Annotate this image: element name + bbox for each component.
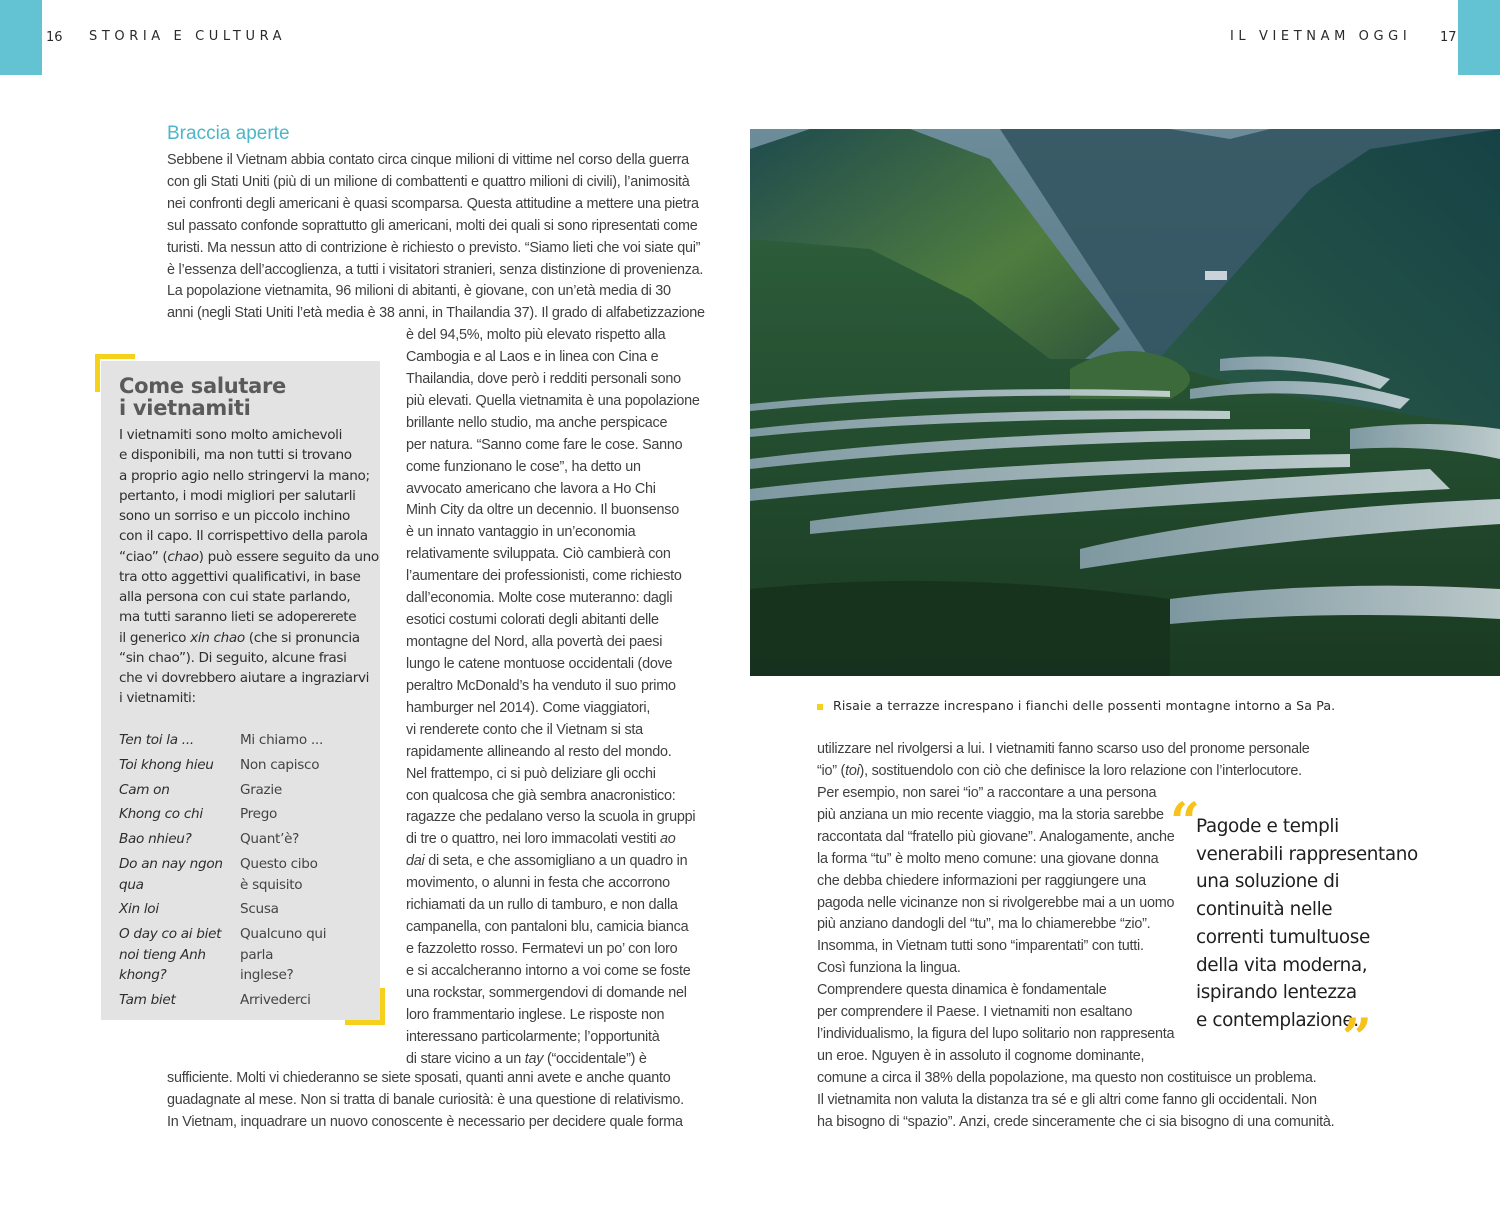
paragraph-line: comune a circa il 38% della popolazione, ma questo non costituisce un problema. [817,1070,1317,1086]
paragraph-line: lungo le catene montuose occidentali (dove [406,655,673,672]
paragraph-line: per comprendere il Paese. I vietnamiti non esaltano [817,1004,1133,1020]
paragraph-line: interessano particolarmente; l’opportunità [406,1028,660,1045]
pull-quote-line: venerabili rappresentano [1196,843,1418,865]
paragraph-line: Insomma, in Vietnam tutti sono “imparentati” con tutti. [817,938,1144,955]
paragraph-line: ha bisogno di “spazio”. Anzi, crede sinceramente che ci sia bisogno di una comunità. [817,1113,1335,1130]
phrase-vietnamese: khong? [119,967,167,984]
phrase-italian: Scusa [240,901,279,918]
left-page-tab [0,0,42,75]
paragraph-line: In Vietnam, inquadrare un nuovo conoscente è necessario per decidere quale forma [167,1113,683,1130]
paragraph-line: vi renderete conto che il Vietnam si sta [406,721,643,738]
paragraph-line: sul passato confonde soprattutto gli americani, molti dei quali si sono ripresentati come [167,217,698,234]
paragraph-line: esotici costumi colorati degli abitanti delle [406,612,659,629]
phrase-vietnamese: O day co ai biet [119,926,222,943]
sidebar-intro-line: e disponibili, ma non tutti si trovano [119,447,352,464]
paragraph-line: movimento, o alunni in festa che accorrono [406,875,670,892]
sidebar-intro-line: con il capo. Il corrispettivo della parola [119,528,368,545]
phrase-italian: parla [240,946,274,963]
paragraph-line: dai di seta, e che assomigliano a un quadro in [406,853,688,870]
sidebar-corner-accent [380,988,385,1025]
paragraph-line: turisti. Ma nessun atto di contrizione è richiesto o previsto. “Siamo lieti che voi siate qui” [167,239,701,256]
photo-caption: Risaie a terrazze increspano i fianchi delle possenti montagne intorno a Sa Pa. [833,698,1336,713]
sidebar-intro-line: ma tutti saranno lieti se adopererete [119,609,357,626]
paragraph-line: una rockstar, sommergendovi di domande nel [406,984,687,1001]
paragraph-line: hamburger nel 2014). Come viaggiatori, [406,699,651,716]
pull-quote-line: correnti tumultuose [1196,926,1370,948]
phrase-vietnamese: Do an nay ngon [119,856,223,872]
phrase-italian: Quant’è? [240,831,300,848]
paragraph-line: più anziana un mio recente viaggio, ma la storia sarebbe [817,806,1164,823]
pull-quote-line: ispirando lentezza [1196,982,1357,1004]
phrase-vietnamese: Ten toi la ... [119,732,194,748]
phrase-italian: Mi chiamo ... [240,732,323,748]
paragraph-line: e si accalcheranno intorno a voi come se foste [406,962,691,979]
section-title: Braccia aperte [167,123,290,144]
sidebar-intro-line: “sin chao”). Di seguito, alcune frasi [119,649,347,666]
paragraph-line: “io” (toi), sostituendolo con ciò che definisce la loro relazione con l’interlocutore. [817,762,1302,779]
photo-illustration [750,129,1500,676]
paragraph-line: di stare vicino a un tay (“occidentale”) è [406,1050,647,1067]
sidebar-intro-line: il generico xin chao (che si pronuncia [119,629,360,646]
paragraph-line: più anziano dandogli del “tu”, ma lo chiamerebbe “zio”. [817,916,1151,933]
paragraph-line: anni (negli Stati Uniti l’età media è 38 anni, in Thailandia 37). Il grado di alfabetizzazione [167,305,705,322]
paragraph-line: rapidamente allineando al resto del mondo. [406,743,672,760]
paragraph-line: l’individualismo, la figura del lupo solitario non rappresenta [817,1025,1175,1042]
phrase-vietnamese: Toi khong hieu [119,756,214,773]
paragraph-line: raccontata dal “fratello più giovane”. Analogamente, anche [817,828,1175,845]
paragraph-line: utilizzare nel rivolgersi a lui. I vietnamiti fanno scarso uso del pronome personale [817,741,1310,757]
paragraph-line: con qualcosa che già sembra anacronistico: [406,787,676,804]
sidebar-intro-line: alla persona con cui state parlando, [119,589,351,605]
paragraph-line: guadagnate al mese. Non si tratta di banale curiosità: è una questione di relativismo. [167,1091,684,1108]
sidebar-intro-line: i vietnamiti: [119,690,196,707]
phrase-italian: Qualcuno qui [240,926,327,943]
caption-bullet-icon [817,704,823,710]
phrase-vietnamese: Tam biet [119,991,176,1008]
paragraph-line: richiamati da un rullo di tamburo, e non dalla [406,897,678,914]
paragraph-line: pagoda nelle vicinanze non si rivolgerebbe mai a un uomo [817,894,1175,911]
paragraph-line: ragazze che pedalano verso la scuola in gruppi [406,809,696,826]
paragraph-line: montagne del Nord, alla povertà dei paesi [406,634,663,651]
paragraph-line: Cambogia e al Laos e in linea con Cina e [406,348,659,365]
sidebar-intro-line: I vietnamiti sono molto amichevoli [119,427,343,443]
paragraph-line: Così funziona la lingua. [817,960,961,977]
paragraph-line: è del 94,5%, molto più elevato rispetto alla [406,327,666,343]
close-quote-icon: ” [1342,1008,1372,1069]
phrase-vietnamese: Cam on [119,781,170,798]
phrase-vietnamese: qua [119,876,144,893]
paragraph-line: brillante nello studio, ma anche perspicace [406,414,668,431]
sidebar-intro-line: a proprio agio nello stringervi la mano; [119,467,370,484]
pull-quote-line: e contemplazione. [1196,1009,1359,1031]
paragraph-line: loro frammentario inglese. Le risposte non [406,1006,665,1023]
open-quote-icon: “ [1170,792,1200,853]
paragraph-line: sufficiente. Molti vi chiederanno se siete sposati, quanti anni avete e anche quanto [167,1070,671,1086]
phrase-vietnamese: Khong co chi [119,806,203,823]
sidebar-title-line: i vietnamiti [119,396,251,420]
paragraph-line: che debba chiedere informazioni per raggiungere una [817,872,1146,889]
paragraph-line: Per esempio, non sarei “io” a raccontare a una persona [817,785,1157,801]
pull-quote-line: una soluzione di [1196,871,1340,893]
paragraph-line: La popolazione vietnamita, 96 milioni di abitanti, è giovane, con un’età media di 30 [167,283,671,300]
right-page-number: 17 [1440,30,1457,45]
phrase-italian: Arrivederci [240,991,311,1008]
sidebar-corner-accent [95,354,135,359]
paragraph-line: Sebbene il Vietnam abbia contato circa cinque milioni di vittime nel corso della guerra [167,152,689,168]
sidebar-intro-line: “ciao” (chao) può essere seguito da uno [119,548,379,565]
phrase-italian: Non capisco [240,756,320,773]
phrase-italian: Prego [240,806,278,823]
paragraph-line: peraltro McDonald’s ha venduto il suo primo [406,677,676,694]
paragraph-line: avvocato americano che lavora a Ho Chi [406,480,656,497]
pull-quote-line: della vita moderna, [1196,954,1368,976]
paragraph-line: la forma “tu” è molto meno comune: una giovane donna [817,850,1159,867]
left-page-number: 16 [46,30,63,45]
sidebar-corner-accent [95,354,100,392]
paragraph-line: di tre o quattro, nei loro immacolati vestiti ao [406,831,676,848]
phrase-italian: inglese? [240,967,294,984]
phrase-vietnamese: noi tieng Anh [119,946,206,963]
sidebar-intro-line: che vi dovrebbero aiutare a ingraziarvi [119,670,370,686]
phrase-italian: Questo cibo [240,856,318,872]
sidebar-intro-line: pertanto, i modi migliori per salutarli [119,487,356,504]
paragraph-line: Thailandia, dove però i redditi personali sono [406,370,681,387]
paragraph-line: Nel frattempo, ci si può deliziare gli occhi [406,765,656,782]
pull-quote-line: continuità nelle [1196,899,1333,921]
pull-quote-line: Pagode e templi [1196,816,1339,837]
paragraph-line: con gli Stati Uniti (più di un milione di combattenti e quattro milioni di civili), l’animosità [167,173,690,190]
paragraph-line: dall’economia. Molte cose muteranno: dagli [406,590,673,607]
paragraph-line: è l’essenza dell’accoglienza, a tutti i visitatori stranieri, senza distinzione di provenienza. [167,261,704,278]
paragraph-line: è un innato vantaggio in un’economia [406,524,636,541]
paragraph-line: campanella, con pantaloni blu, camicia bianca [406,919,689,936]
sidebar-intro-line: sono un sorriso e un piccolo inchino [119,508,350,524]
sidebar-corner-accent [345,1020,385,1025]
rice-terrace-photo [750,129,1500,676]
sidebar-title-line: Come salutare [119,374,287,398]
paragraph-line: nei confronti degli americani è quasi scomparsa. Questa attitudine a mettere una pietra [167,195,699,212]
paragraph-line: come funzionano le cose”, ha detto un [406,458,641,475]
paragraph-line: Minh City da oltre un decennio. Il buonsenso [406,502,679,519]
right-page-tab [1458,0,1500,75]
phrase-italian: è squisito [240,876,303,893]
paragraph-line: relativamente sviluppata. Ciò cambierà con [406,546,671,563]
sidebar-intro-line: tra otto aggettivi qualificativi, in base [119,568,361,585]
left-running-head: STORIA E CULTURA [89,29,287,44]
paragraph-line: per natura. “Sanno come fare le cose. Sanno [406,436,683,453]
right-running-head: IL VIETNAM OGGI [1230,29,1412,44]
sidebar-title [119,375,286,419]
phrase-vietnamese: Xin loi [119,901,159,918]
paragraph-line: un eroe. Nguyen è in assoluto il cognome dominante, [817,1047,1145,1064]
paragraph-line: e fazzoletto rosso. Fermatevi un po’ con loro [406,941,678,958]
paragraph-line: più elevati. Quella vietnamita è una popolazione [406,392,700,409]
phrase-italian: Grazie [240,781,282,798]
phrase-vietnamese: Bao nhieu? [119,831,192,848]
paragraph-line: l’aumentare dei professionisti, come richiesto [406,568,682,585]
paragraph-line: Il vietnamita non valuta la distanza tra sé e gli altri come fanno gli occidentali. Non [817,1091,1317,1108]
paragraph-line: Comprendere questa dinamica è fondamentale [817,982,1107,999]
